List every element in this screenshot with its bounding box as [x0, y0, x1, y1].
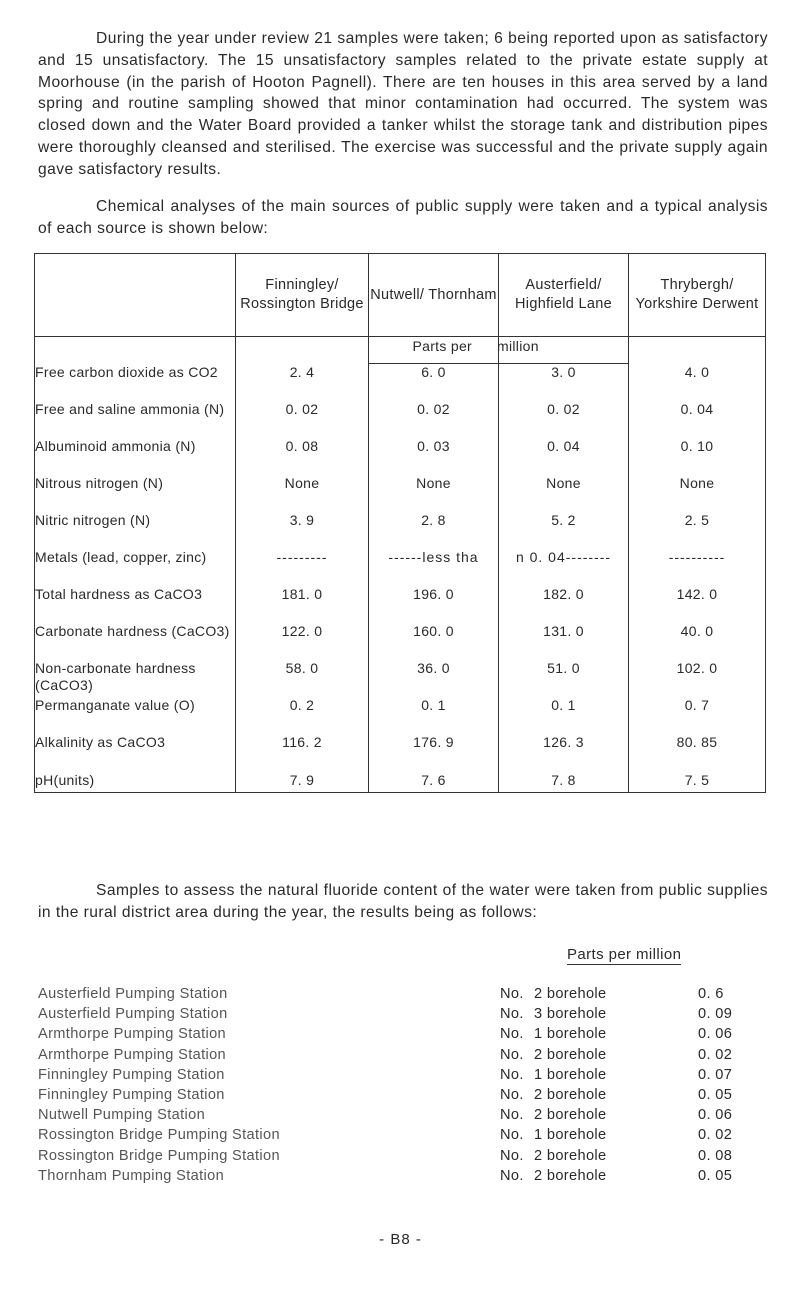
cell-thrybergh: None — [629, 475, 766, 512]
cell-thrybergh: 80. 85 — [629, 734, 766, 772]
borehole-label: 2 borehole — [534, 1086, 607, 1103]
row-label: Carbonate hardness (CaCO3) — [35, 623, 236, 660]
borehole-label: 2 borehole — [534, 1167, 607, 1184]
cell-thrybergh: 7. 5 — [629, 772, 766, 793]
cell-finningley: 3. 9 — [236, 512, 369, 549]
table-row — [35, 697, 766, 734]
fluoride-units-label: Parts per million — [567, 946, 682, 963]
intro-paragraph: During the year under review 21 samples were taken; 6 being reported upon as satisfactory and 15 unsatisfactory. The 15 unsatisfactory samples related to the private estate supply at Moorhouse (in the parish of Hooton Pagnell). There are ten houses in this area served by a land spring and routine sampling showed that minor contamination had occurred. The system was closed down and the Water Board provided a tanker whilst the storage tank and distribution pipes were thoroughly cleansed and sterilised. The exercise was successful and the private supply again gave satisfactory results. — [38, 30, 768, 178]
borehole-label: 1 borehole — [534, 1127, 607, 1144]
cell-nutwell: 36. 0 — [369, 660, 499, 697]
fluoride-value: 0. 05 — [698, 1086, 733, 1103]
cell-austerfield: 5. 2 — [499, 512, 629, 549]
cell-austerfield: n 0. 04-------- — [499, 549, 629, 586]
cell-nutwell: 7. 6 — [369, 772, 499, 793]
fluoride-value: 0. 06 — [698, 1026, 733, 1043]
cell-finningley: 0. 2 — [236, 697, 369, 734]
number-label: No. — [500, 1167, 524, 1184]
fluoride-value: 0. 02 — [698, 1127, 733, 1144]
row-label: Free carbon dioxide as CO2 — [35, 364, 236, 402]
table-row — [35, 623, 766, 660]
cell-nutwell: 6. 0 — [369, 364, 499, 402]
fluoride-value: 0. 05 — [698, 1167, 733, 1184]
header-blank — [35, 254, 236, 337]
cell-austerfield: 51. 0 — [499, 660, 629, 697]
page-number: - B8 - — [379, 1231, 422, 1248]
header-austerfield: Austerfield/ Highfield Lane — [499, 254, 629, 337]
cell-finningley: 0. 08 — [236, 438, 369, 475]
number-label: No. — [500, 1107, 524, 1124]
list-item — [38, 1087, 738, 1107]
number-label: No. — [500, 1086, 524, 1103]
number-label: No. — [500, 1066, 524, 1083]
cell-austerfield: 126. 3 — [499, 734, 629, 772]
cell-nutwell: 0. 03 — [369, 438, 499, 475]
table-row — [35, 364, 766, 402]
number-label: No. — [500, 1127, 524, 1144]
cell-finningley: None — [236, 475, 369, 512]
cell-thrybergh: 2. 5 — [629, 512, 766, 549]
station-name: Rossington Bridge Pumping Station — [38, 1127, 280, 1144]
units-row — [35, 337, 766, 364]
chemical-analysis-intro: Chemical analyses of the main sources of public supply were taken and a typical analysis of each source is shown below: — [38, 198, 768, 237]
fluoride-value: 0. 02 — [698, 1046, 733, 1063]
row-label: Permanganate value (O) — [35, 697, 236, 734]
number-label: No. — [500, 1006, 524, 1023]
list-item — [38, 1047, 738, 1067]
cell-thrybergh: 142. 0 — [629, 586, 766, 623]
cell-thrybergh: 4. 0 — [629, 364, 766, 402]
cell-finningley: 122. 0 — [236, 623, 369, 660]
row-label: Nitric nitrogen (N) — [35, 512, 236, 549]
station-name: Finningley Pumping Station — [38, 1086, 225, 1103]
cell-nutwell: ------less tha — [369, 549, 499, 586]
fluoride-results-list — [38, 986, 738, 1188]
fluoride-value: 0. 08 — [698, 1147, 733, 1164]
header-thrybergh: Thrybergh/ Yorkshire Derwent — [629, 254, 766, 337]
cell-austerfield: 0. 1 — [499, 697, 629, 734]
fluoride-value: 0. 07 — [698, 1066, 733, 1083]
borehole-label: 1 borehole — [534, 1066, 607, 1083]
borehole-label: 1 borehole — [534, 1026, 607, 1043]
fluoride-value: 0. 06 — [698, 1107, 733, 1124]
cell-austerfield: 182. 0 — [499, 586, 629, 623]
fluoride-value: 0. 09 — [698, 1006, 733, 1023]
cell-austerfield: None — [499, 475, 629, 512]
borehole-label: 2 borehole — [534, 1107, 607, 1124]
cell-nutwell: 196. 0 — [369, 586, 499, 623]
station-name: Nutwell Pumping Station — [38, 1107, 206, 1124]
number-label: No. — [500, 986, 524, 1002]
cell-austerfield: 0. 04 — [499, 438, 629, 475]
list-item — [38, 1168, 738, 1188]
row-label: Free and saline ammonia (N) — [35, 401, 236, 438]
number-label: No. — [500, 1046, 524, 1063]
list-item — [38, 1006, 738, 1026]
list-item — [38, 1026, 738, 1046]
table-row — [35, 586, 766, 623]
units-label-left: Parts per — [369, 337, 499, 364]
cell-nutwell: 0. 1 — [369, 697, 499, 734]
cell-nutwell: None — [369, 475, 499, 512]
cell-finningley: 2. 4 — [236, 364, 369, 402]
cell-austerfield: 0. 02 — [499, 401, 629, 438]
header-finningley: Finningley/ Rossington Bridge — [236, 254, 369, 337]
cell-finningley: 7. 9 — [236, 772, 369, 793]
cell-finningley: 0. 02 — [236, 401, 369, 438]
station-name: Austerfield Pumping Station — [38, 1006, 228, 1023]
cell-thrybergh: ---------- — [629, 549, 766, 586]
station-name: Thornham Pumping Station — [38, 1167, 225, 1184]
table-row — [35, 772, 766, 793]
table-row — [35, 475, 766, 512]
cell-finningley: 181. 0 — [236, 586, 369, 623]
table-row — [35, 734, 766, 772]
table-row — [35, 512, 766, 549]
row-label: Albuminoid ammonia (N) — [35, 438, 236, 475]
station-name: Finningley Pumping Station — [38, 1066, 225, 1083]
list-item — [38, 1107, 738, 1127]
cell-thrybergh: 102. 0 — [629, 660, 766, 697]
cell-thrybergh: 0. 10 — [629, 438, 766, 475]
cell-nutwell: 160. 0 — [369, 623, 499, 660]
units-label-right: million — [499, 337, 629, 364]
row-label: pH(units) — [35, 772, 236, 793]
row-label: Metals (lead, copper, zinc) — [35, 549, 236, 586]
number-label: No. — [500, 1026, 524, 1043]
cell-austerfield: 3. 0 — [499, 364, 629, 402]
cell-thrybergh: 0. 7 — [629, 697, 766, 734]
row-label: Nitrous nitrogen (N) — [35, 475, 236, 512]
borehole-label: 2 borehole — [534, 1147, 607, 1164]
station-name: Armthorpe Pumping Station — [38, 1026, 227, 1043]
row-label: Alkalinity as CaCO3 — [35, 734, 236, 772]
list-item — [38, 1148, 738, 1168]
list-item — [38, 1127, 738, 1147]
table-row — [35, 401, 766, 438]
station-name: Rossington Bridge Pumping Station — [38, 1147, 280, 1164]
cell-finningley: --------- — [236, 549, 369, 586]
cell-thrybergh: 0. 04 — [629, 401, 766, 438]
cell-nutwell: 2. 8 — [369, 512, 499, 549]
cell-finningley: 58. 0 — [236, 660, 369, 697]
cell-nutwell: 176. 9 — [369, 734, 499, 772]
cell-austerfield: 131. 0 — [499, 623, 629, 660]
fluoride-value: 0. 6 — [698, 986, 724, 1002]
number-label: No. — [500, 1147, 524, 1164]
station-name: Austerfield Pumping Station — [38, 986, 228, 1002]
list-item — [38, 1067, 738, 1087]
header-nutwell: Nutwell/ Thornham — [369, 254, 499, 337]
table-header-row — [35, 254, 766, 337]
fluoride-intro: Samples to assess the natural fluoride content of the water were taken from public supplies in the rural district area during the year, the results being as follows: — [38, 882, 768, 921]
cell-finningley: 116. 2 — [236, 734, 369, 772]
table-row — [35, 438, 766, 475]
list-item — [38, 986, 738, 1006]
borehole-label: 3 borehole — [534, 1006, 607, 1023]
row-label: Total hardness as CaCO3 — [35, 586, 236, 623]
cell-austerfield: 7. 8 — [499, 772, 629, 793]
borehole-label: 2 borehole — [534, 986, 607, 1002]
station-name: Armthorpe Pumping Station — [38, 1046, 227, 1063]
cell-thrybergh: 40. 0 — [629, 623, 766, 660]
chemical-analysis-table — [34, 253, 766, 793]
table-row — [35, 549, 766, 586]
borehole-label: 2 borehole — [534, 1046, 607, 1063]
table-row — [35, 660, 766, 697]
cell-nutwell: 0. 02 — [369, 401, 499, 438]
row-label: Non-carbonate hardness (CaCO3) — [35, 660, 236, 697]
